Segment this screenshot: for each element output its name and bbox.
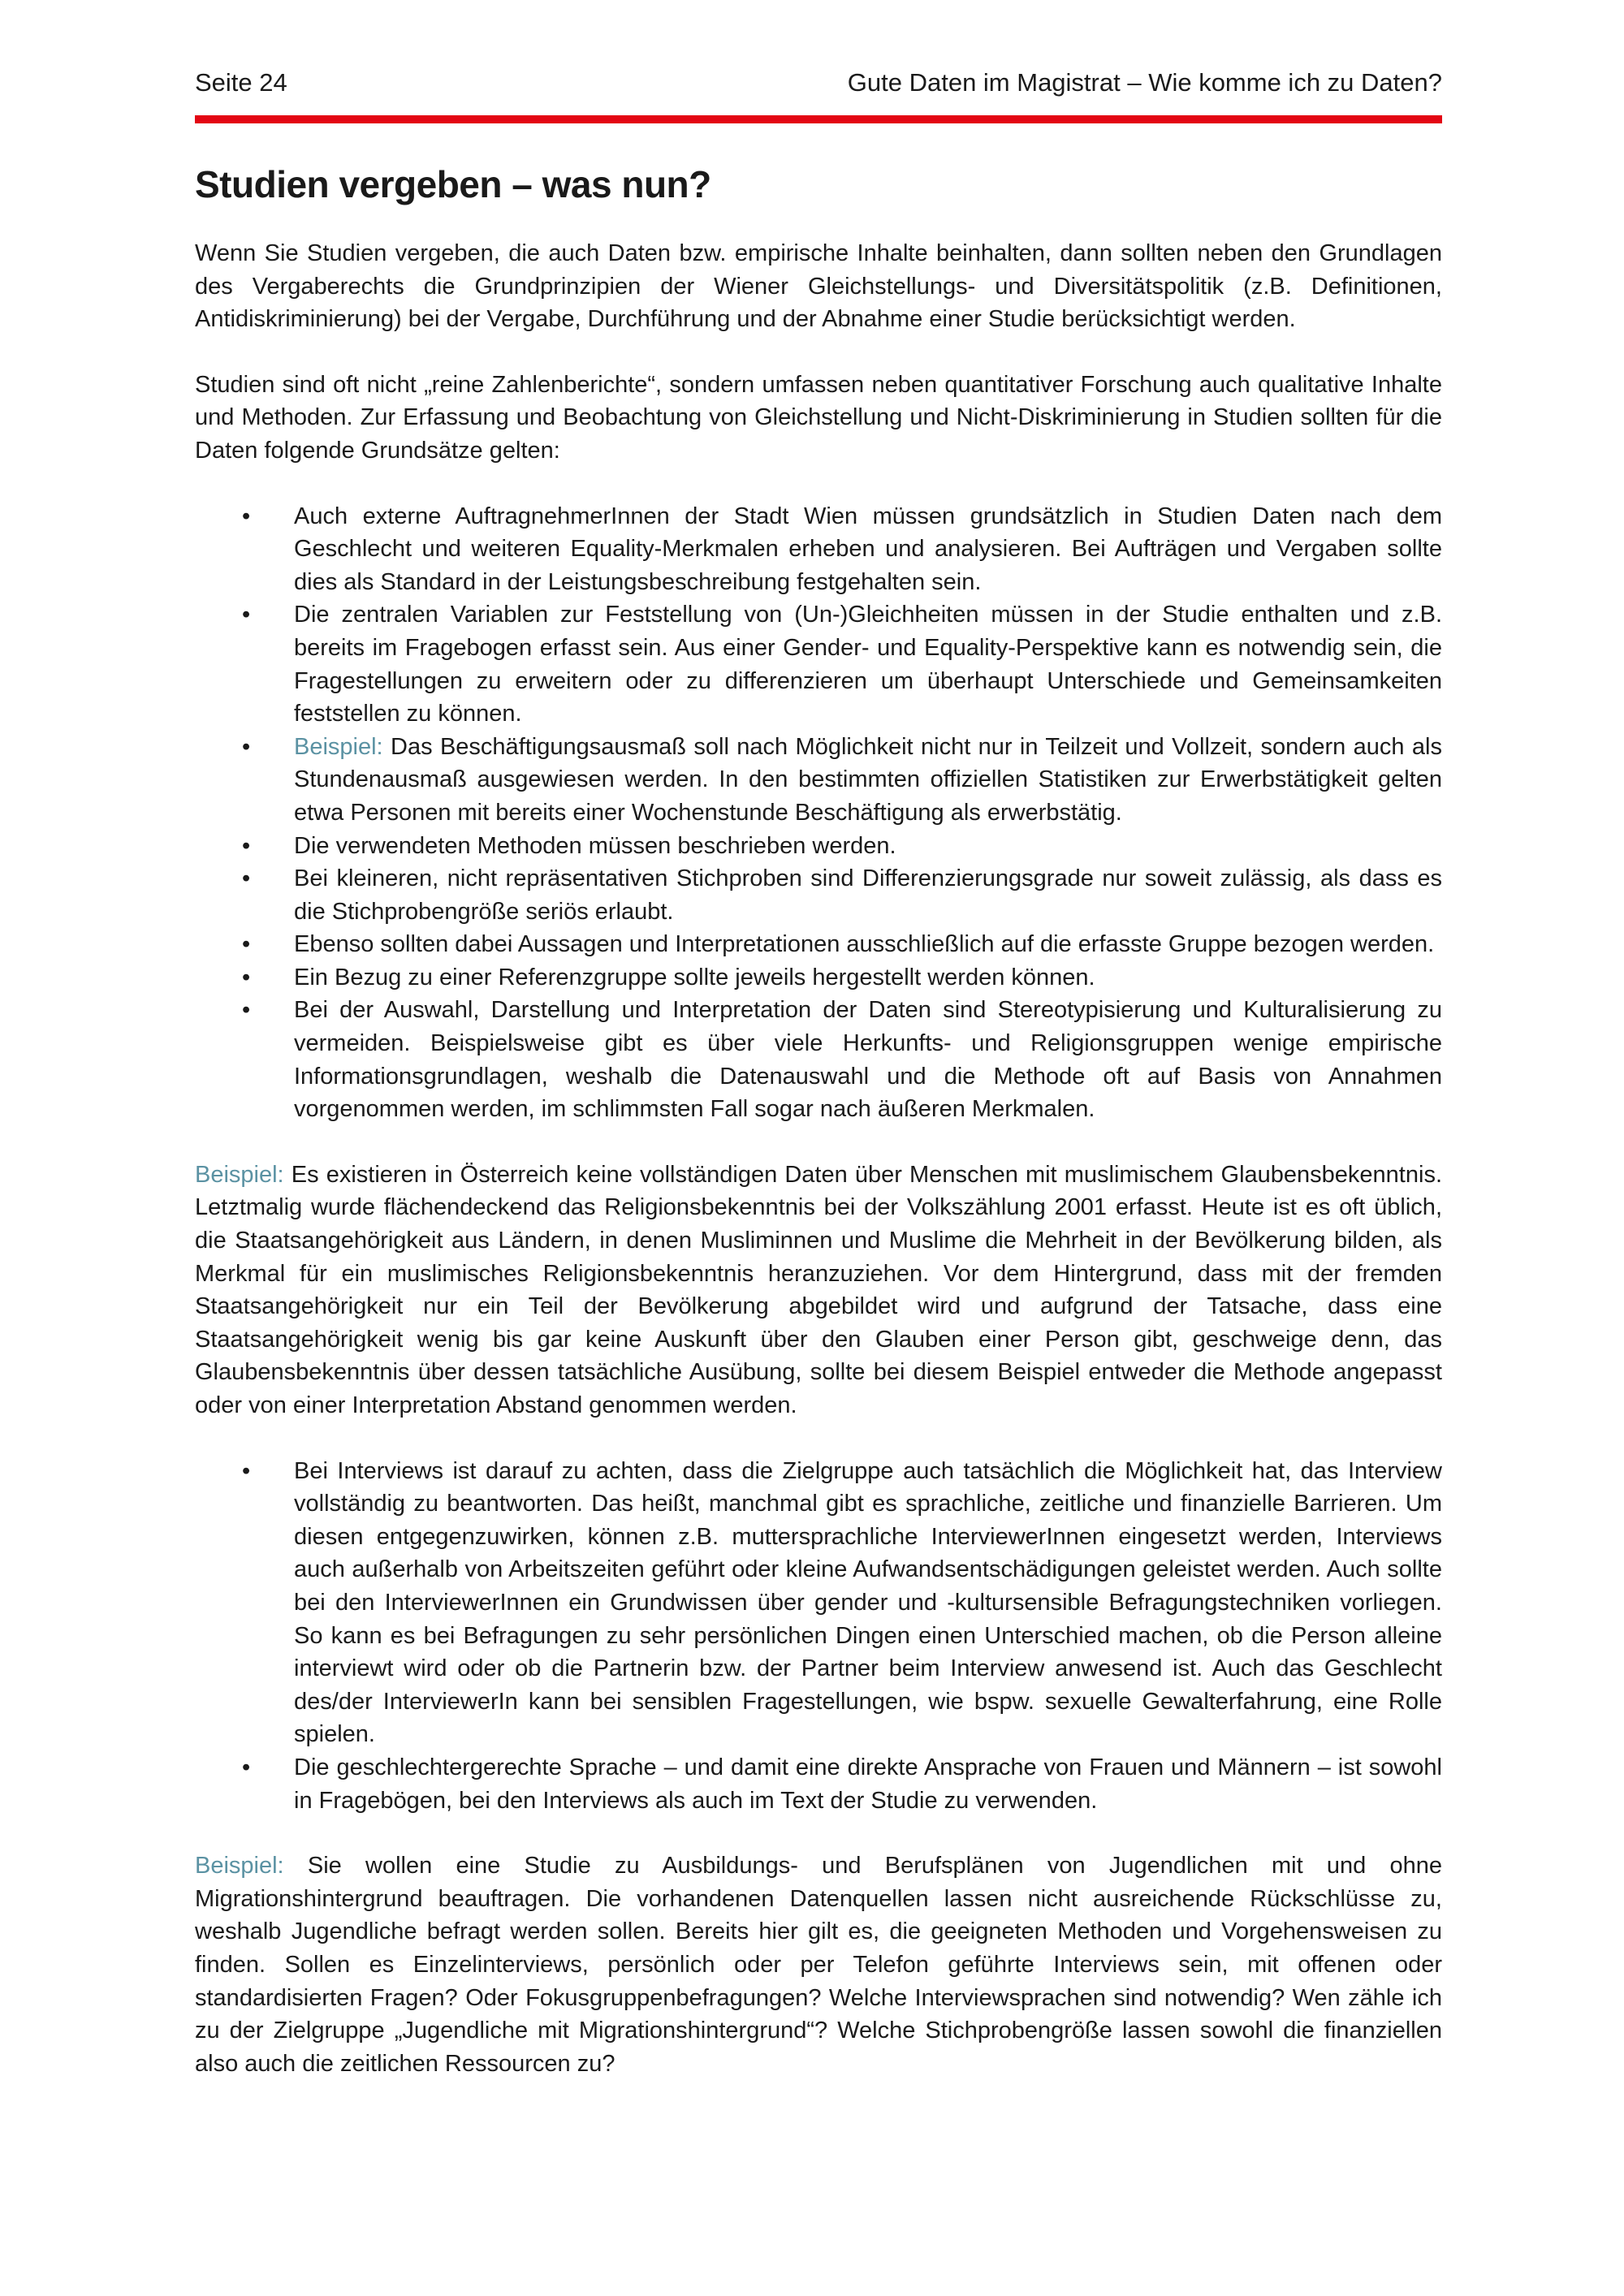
bullet-icon: • — [242, 964, 251, 990]
list-item — [195, 928, 1442, 961]
section-title: Studien vergeben – was nun? — [195, 163, 711, 205]
list-item — [195, 731, 1442, 830]
example-text: Sie wollen eine Studie zu Ausbildungs- und Berufsplänen von Jugendlichen mit und ohne Migrationshintergrund beauftragen. Die vorhandenen Datenquellen lassen nicht ausreichende Rückschlüsse zu, weshalb Jugendliche befragt werden sollen. Bereits hier gilt es, die geeigneten Methoden und Vorgehensweisen zu finden. Sollen es Einzelinterviews, persönlich oder per Telefon geführte Interviews sein, mit offenen oder standardisierten Fragen? Oder Fokusgruppenbefragungen? Welche Interviewsprachen sind notwendig? Wen zähle ich zu der Zielgruppe „Jugendliche mit Migrationshintergrund“? Welche Stichprobengröße lassen sowohl die finanziellen also auch die zeitlichen Ressourcen zu? — [195, 1853, 1442, 2077]
bullet-icon: • — [242, 733, 251, 760]
header-rule — [195, 115, 1442, 123]
bullet-icon: • — [242, 997, 251, 1024]
intro-paragraph: Wenn Sie Studien vergeben, die auch Daten bzw. empirische Inhalte beinhalten, dann sollten neben den Grundlagen des Vergaberechts die Grundprinzipien der Wiener Gleichstellungs- und Diversitätspolitik (z.B. Definitionen, Antidiskriminierung) bei der Vergabe, Durchführung und der Abnahme einer Studie berücksichtigt werden. — [195, 240, 1442, 333]
bullet-icon: • — [242, 1754, 251, 1780]
list-item-text: Bei der Auswahl, Darstellung und Interpretation der Daten sind Stereotypisierung und Kulturalisierung zu vermeiden. Beispielsweise gibt es über viele Herkunfts- und Religionsgruppen wenige empirische Informationsgrundlagen, weshalb die Datenauswahl und die Methode oft auf Basis von Annahmen vorgenommen werden, im schlimmsten Fall sogar nach äußeren Merkmalen. — [294, 997, 1442, 1123]
list-item-text: Bei kleineren, nicht repräsentativen Stichproben sind Differenzierungsgrade nur soweit zulässig, als dass es die Stichprobengröße seriös erlaubt. — [294, 865, 1442, 925]
list-item-text: Auch externe AuftragnehmerInnen der Stadt Wien müssen grundsätzlich in Studien Daten nach dem Geschlecht und weiteren Equality-Merkmalen erheben und analysieren. Bei Aufträgen und Vergaben sollte dies als Standard in der Leistungsbeschreibung festgehalten sein. — [294, 503, 1442, 595]
list-item-text: Die verwendeten Methoden müssen beschrieben werden. — [294, 832, 896, 859]
list-item-text: Das Beschäftigungsausmaß soll nach Möglichkeit nicht nur in Teilzeit und Vollzeit, sondern auch als Stundenausmaß ausgewiesen werden. In den bestimmten offiziellen Statistiken zur Erwerbstätigkeit gelten etwa Personen mit bereits einer Wochenstunde Beschäftigung als erwerbstätig. — [294, 733, 1442, 826]
list-item-text: Ebenso sollten dabei Aussagen und Interpretationen ausschließlich auf die erfasste Gruppe bezogen werden. — [294, 931, 1435, 958]
list-item — [195, 830, 1442, 863]
bullet-icon: • — [242, 832, 251, 859]
page-header — [195, 68, 1442, 106]
list-item-text: Bei Interviews ist darauf zu achten, dass die Zielgruppe auch tatsächlich die Möglichkeit hat, das Interview vollständig zu beantworten. Das heißt, manchmal gibt es sprachliche, zeitliche und finanzielle Barrieren. Um diesen entgegenzuwirken, können z.B. muttersprachliche InterviewerInnen eingesetzt werden, Interviews auch außerhalb von Arbeitszeiten geführt oder kleine Aufwandsentschädigungen geleistet werden. Auch sollte bei den InterviewerInnen ein Grundwissen über gender und -kultursensible Befragungstechniken vorliegen. So kann es bei Befragungen zu sehr persönlichen Dingen einen Unterschied machen, ob die Person alleine interviewt wird oder ob die Partnerin bzw. der Partner beim Interview anwesend ist. Auch das Geschlecht des/der InterviewerIn kann bei sensiblen Fragestellungen, wie bspw. sexuelle Gewalterfahrung, eine Rolle spielen. — [294, 1457, 1442, 1748]
document-title: Gute Daten im Magistrat – Wie komme ich zu Daten? — [847, 68, 1442, 97]
example-label: Beispiel: — [195, 1853, 284, 1880]
list-item-text: Die zentralen Variablen zur Feststellung von (Un-)Gleichheiten müssen in der Studie enthalten und z.B. bereits im Fragebogen erfasst sein. Aus einer Gender- und Equality-Perspektive kann es notwendig sein, die Fragestellungen zu erweitern oder zu differenzieren um überhaupt Unterschiede und Gemeinsamkeiten feststellen zu können. — [294, 602, 1442, 727]
list-item — [195, 1751, 1442, 1817]
example-paragraph-youth — [195, 1849, 1442, 2080]
page-number: Seite 24 — [195, 68, 287, 97]
principles-list — [195, 500, 1442, 1126]
list-item-text: Die geschlechtergerechte Sprache – und damit eine direkte Ansprache von Frauen und Männern – ist sowohl in Fragebögen, bei den Interviews als auch im Text der Studie zu verwenden. — [294, 1754, 1442, 1814]
example-text: Es existieren in Österreich keine vollständigen Daten über Menschen mit muslimischem Glaubensbekenntnis. Letztmalig wurde flächendeckend das Religionsbekenntnis bei der Volkszählung 2001 erfasst. Heute ist es oft üblich, die Staatsangehörigkeit aus Ländern, in denen Musliminnen und Muslime die Mehrheit in der Bevölkerung bilden, als Merkmal für ein muslimisches Religionsbekenntnis heranzuziehen. Vor dem Hintergrund, dass mit der fremden Staatsangehörigkeit nur ein Teil der Bevölkerung abgebildet wird und aufgrund der Tatsache, dass eine Staatsangehörigkeit wenig bis gar keine Auskunft über den Glauben einer Person gibt, geschweige denn, das Glaubensbekenntnis über dessen tatsächliche Ausübung, sollte bei diesem Beispiel entweder die Methode angepasst oder von einer Interpretation Abstand genommen werden. — [195, 1161, 1442, 1418]
bullet-icon: • — [242, 865, 251, 892]
bullet-icon: • — [242, 1457, 251, 1484]
example-paragraph-religion — [195, 1159, 1442, 1422]
list-item — [195, 598, 1442, 730]
example-label: Beispiel: — [195, 1161, 284, 1188]
example-label: Beispiel: — [294, 733, 383, 760]
principles-paragraph: Studien sind oft nicht „reine Zahlenberichte“, sondern umfassen neben quantitativer Forschung auch qualitative Inhalte und Methoden. Zur Erfassung und Beobachtung von Gleichstellung und Nicht-Diskriminierung in Studien sollten für die Daten folgende Grundsätze gelten: — [195, 371, 1442, 464]
bullet-icon: • — [242, 503, 251, 529]
list-item — [195, 1455, 1442, 1751]
list-item — [195, 500, 1442, 599]
interview-list — [195, 1455, 1442, 1818]
bullet-icon: • — [242, 931, 251, 958]
body-text — [195, 237, 1442, 2113]
bullet-icon: • — [242, 602, 251, 628]
list-item — [195, 862, 1442, 928]
list-item-text: Ein Bezug zu einer Referenzgruppe sollte jeweils hergestellt werden können. — [294, 964, 1095, 990]
list-item — [195, 994, 1442, 1125]
list-item — [195, 961, 1442, 995]
